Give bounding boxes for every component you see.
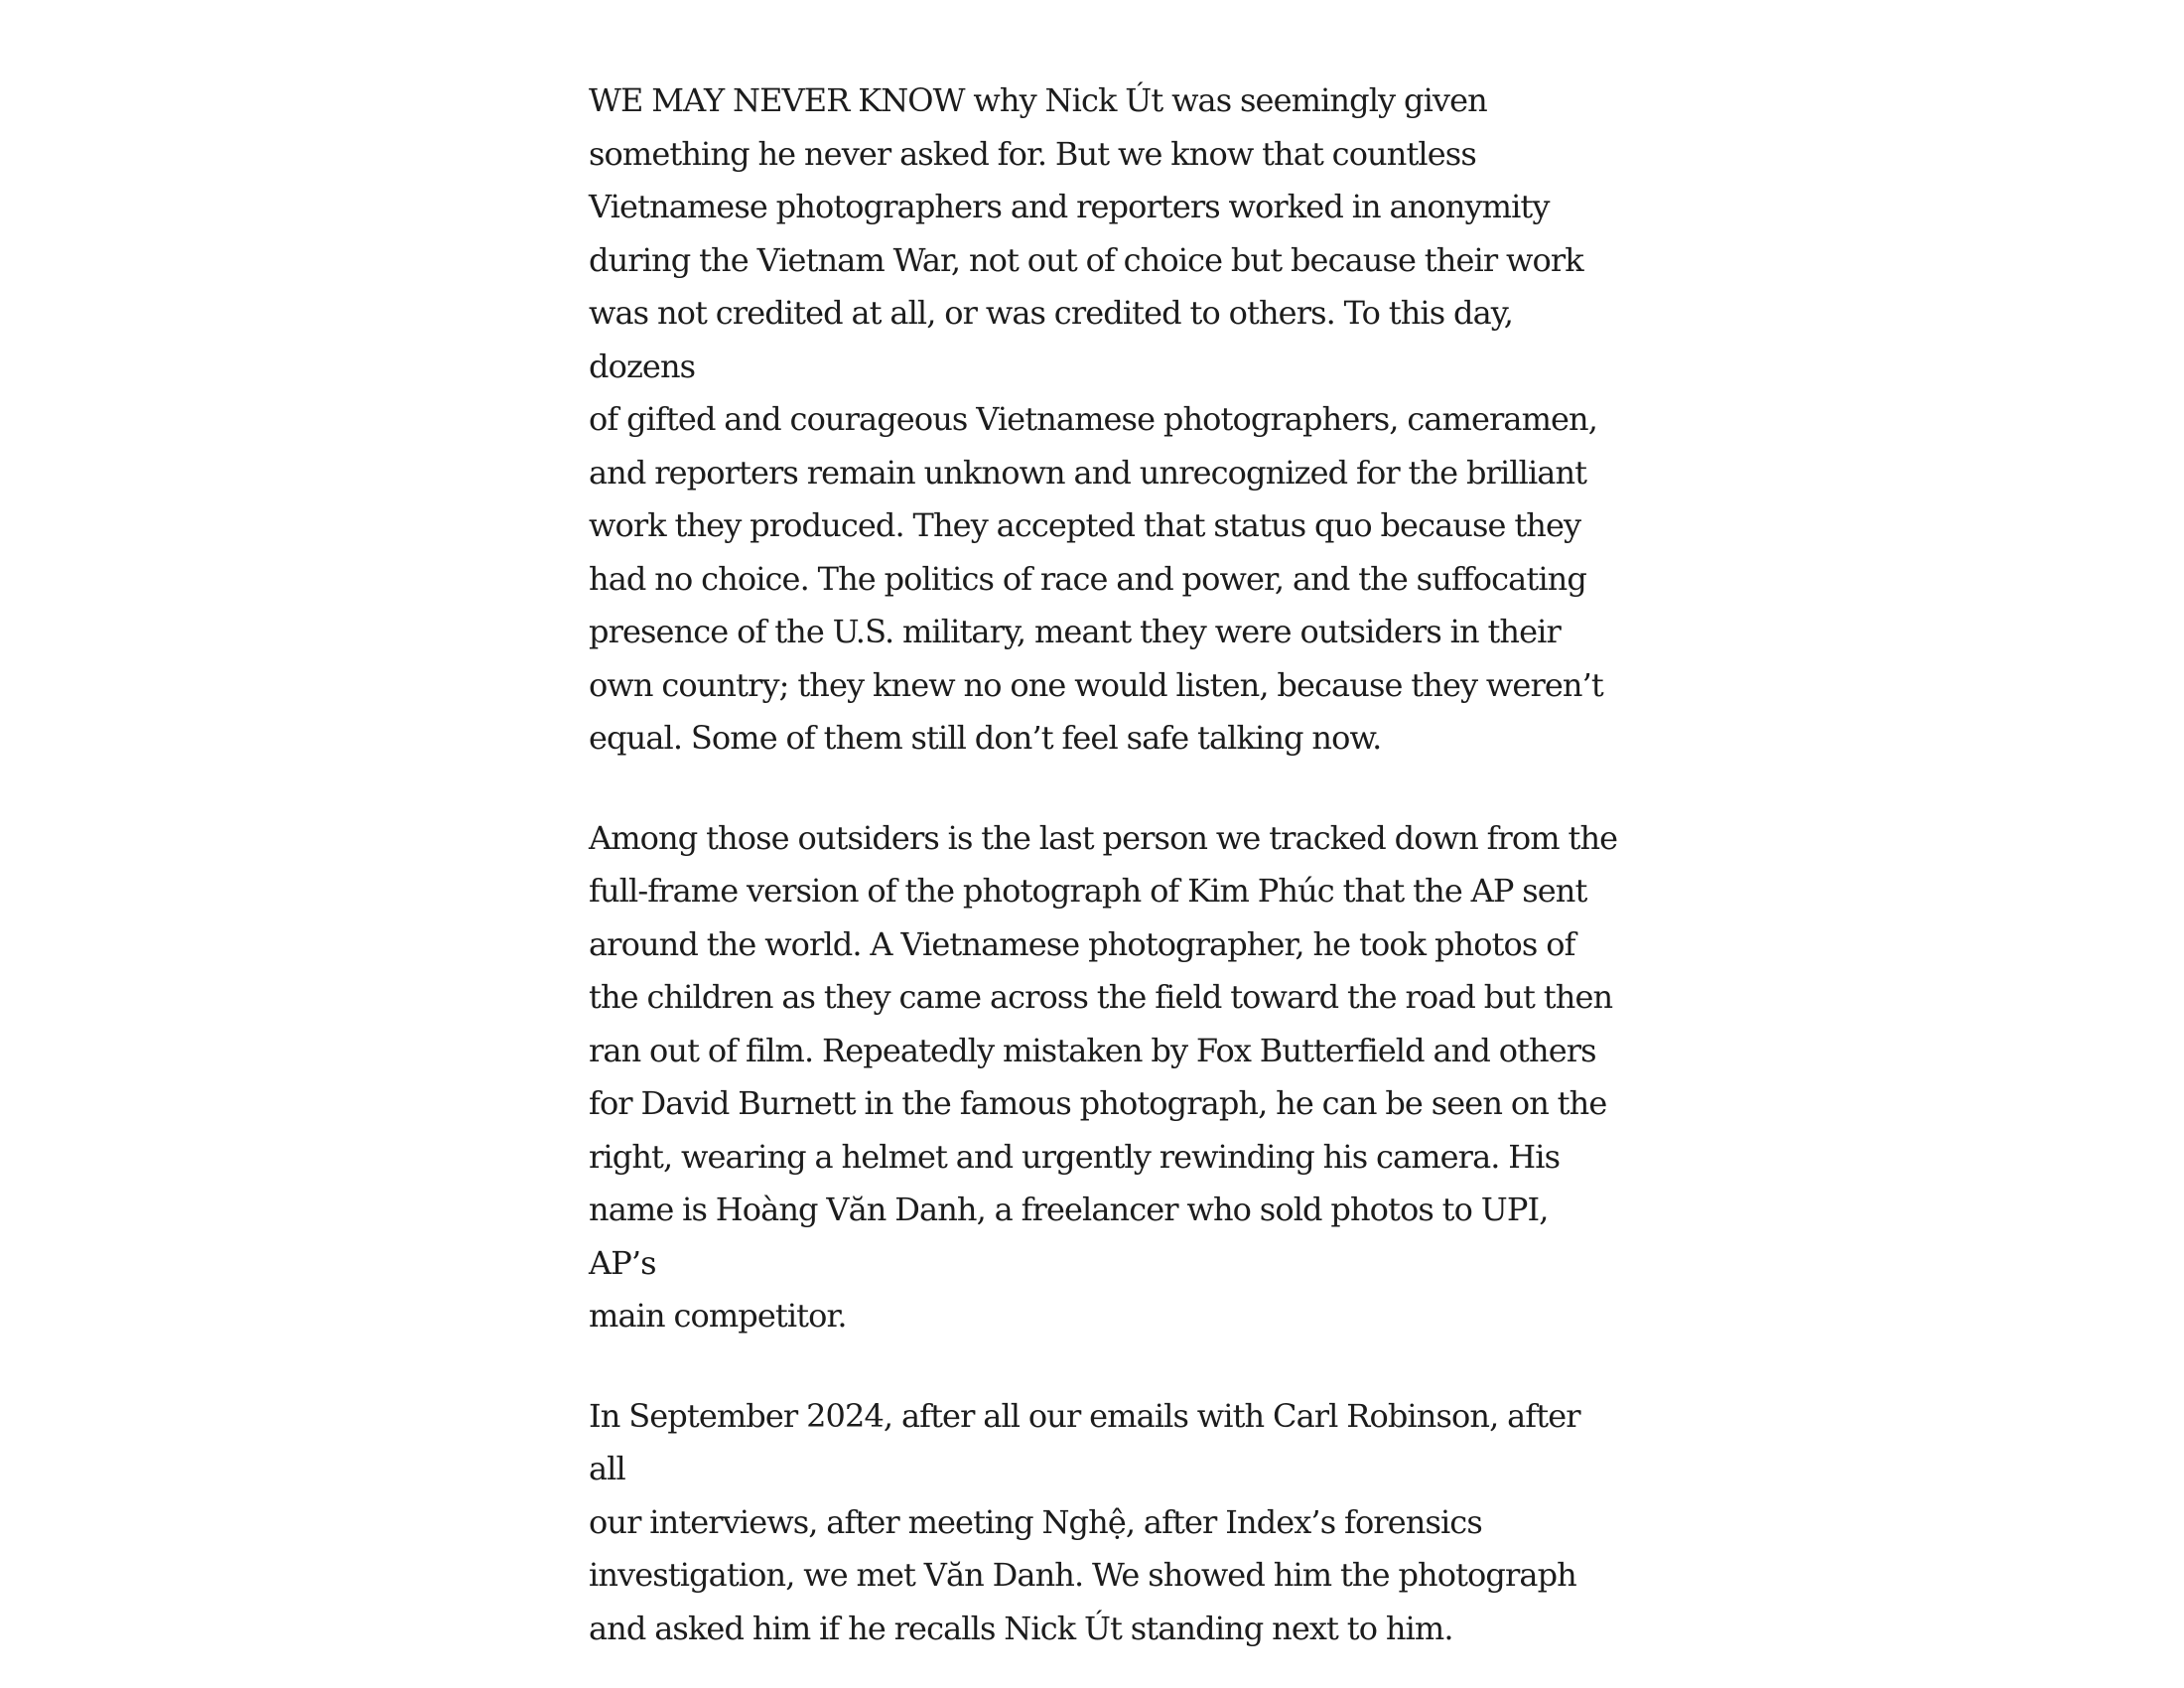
article-body [589, 74, 1621, 1688]
paragraph-september-2024: In September 2024, after all our emails with Carl Robinson, after all our interviews, after meeting Nghệ, after Index’s forensics investigation, we met Văn Danh. We showed him the photograph and asked him if he recalls Nick Út standing next to him. [589, 1396, 1580, 1647]
paragraph-anonymity: WE MAY NEVER KNOW why Nick Út was seemingly given something he never asked for. But we know that countless Vietnamese photographers and reporters worked in anonymity during the Vietnam War, not out of choice but because their work was not credited at all, or was credited to others. To this day, dozens of gifted and courageous Vietnamese photographers, cameramen, and reporters remain unknown and unrecognized for the brilliant work they produced. They accepted that status quo because they had no choice. The politics of race and power, and the suffocating presence of the U.S. military, meant they were outsiders in their own country; they knew no one would listen, because they weren’t equal. Some of them still don’t feel safe talking now. [589, 81, 1603, 757]
paragraph-van-danh: Among those outsiders is the last person we tracked down from the full-frame version of the photograph of Kim Phúc that the AP sent around the world. A Vietnamese photographer, he took photos of the children as they came across the field toward the road but then ran out of film. Repeatedly mistaken by Fox Butterfield and others for David Burnett in the famous photograph, he can be seen on the right, wearing a helmet and urgently rewinding his camera. His name is Hoàng Văn Danh, a freelancer who sold photos to UPI, AP’s main competitor. [589, 818, 1618, 1335]
